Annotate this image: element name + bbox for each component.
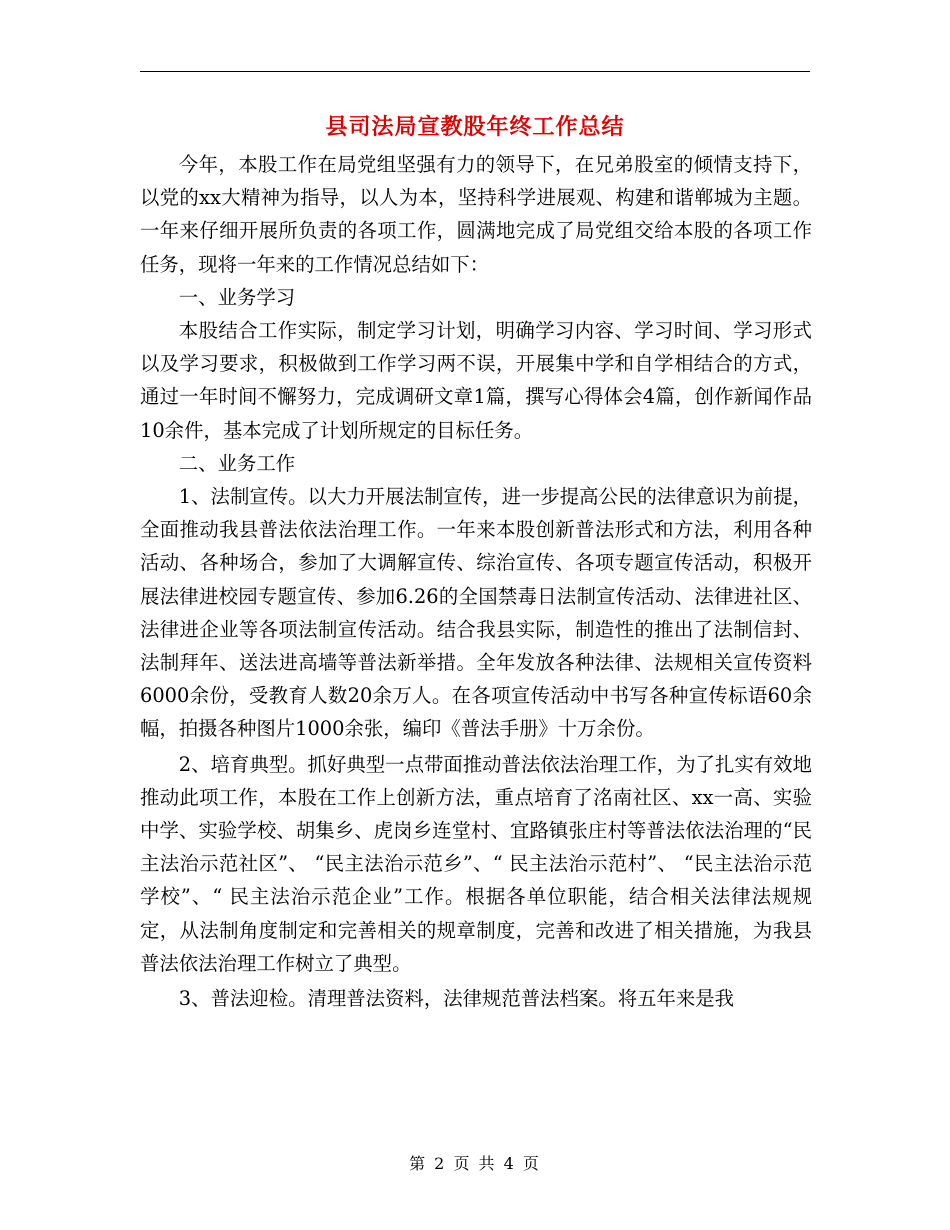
paragraph-legal-publicity: 1、法制宣传。以大力开展法制宣传，进一步提高公民的法律意识为前提，全面推动我县普法依法治理工作。一年来本股创新普法形式和方法，利用各种活动、各种场合，参加了大调解宣传、综治宣传、各项专题宣传活动，积极开展法律进校园专题宣传、参加6.26的全国禁毒日法制宣传活动、法律进社区、法律进企业等各项法制宣传活动。结合我县实际，制造性的推出了法制信封、法制拜年、送法进高墙等普法新举措。全年发放各种法律、法规相关宣传资料6000余份，受教育人数20余万人。在各项宣传活动中书写各种宣传标语60余幅，拍摄各种图片1000余张，编印《普法手册》十万余份。: [140, 485, 812, 741]
paragraph-study: 本股结合工作实际，制定学习计划，明确学习内容、学习时间、学习形式以及学习要求，积极做到工作学习两不误，开展集中学和自学相结合的方式，通过一年时间不懈努力，完成调研文章1篇，撰写心得体会4篇，创作新闻作品10余件，基本完成了计划所规定的目标任务。: [140, 319, 812, 442]
document-title: 县司法局宣教股年终工作总结: [325, 114, 625, 140]
document-body: [140, 148, 812, 1015]
paragraph-intro: 今年，本股工作在局党组坚强有力的领导下，在兄弟股室的倾情支持下，以党的xx大精神为指导，以人为本，坚持科学进展观、构建和谐郸城为主题。一年来仔细开展所负责的各项工作，圆满地完成了局党组交给本股的各项工作任务，现将一年来的工作情况总结如下：: [140, 153, 812, 276]
section-heading-work: 二、业务工作: [178, 451, 296, 475]
paragraph-inspection: 3、普法迎检。清理普法资料，法律规范普法档案。将五年来是我: [178, 987, 735, 1011]
header-rule: [140, 71, 810, 72]
page-footer: 第 2 页 共 4 页: [409, 1154, 541, 1173]
section-heading-study: 一、业务学习: [178, 285, 296, 309]
paragraph-cultivate-models: 2、培育典型。抓好典型一点带面推动普法依法治理工作，为了扎实有效地推动此项工作，本股在工作上创新方法，重点培育了洺南社区、xx一高、实验中学、实验学校、胡集乡、虎岗乡连堂村、宜路镇张庄村等普法依法治理的“民主法治示范社区”、 “民主法治示范乡”、“ 民主法治示范村”、 “民主法治示范学校”、“ 民主法治示范企业”工作。根据各单位职能，结合相关法律法规规定，从法制角度制定和完善相关的规章制度，完善和改进了相关措施，为我县普法依法治理工作树立了典型。: [140, 752, 812, 975]
